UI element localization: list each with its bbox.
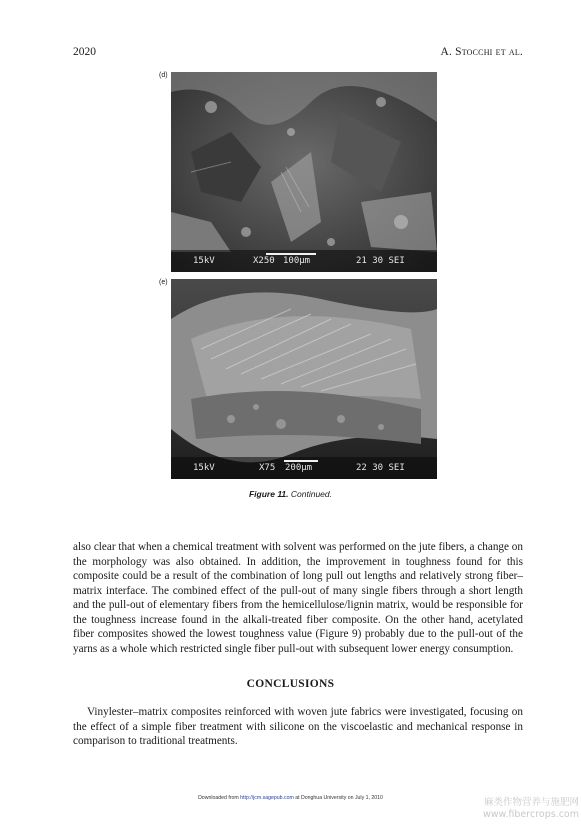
- footer-suffix: at Donghua University on July 1, 2010: [293, 795, 383, 801]
- sem-voltage: 15kV: [193, 256, 215, 266]
- caption-text: Continued.: [288, 489, 332, 499]
- sem-voltage: 15kV: [193, 463, 215, 473]
- sem-id: 22 30 SEI: [356, 463, 405, 473]
- panel-label-e: (e): [159, 279, 168, 286]
- body-paragraph: also clear that when a chemical treatment with solvent was performed on the jute fibers, a change on the morphology was also obtained. In addition, the improvement in toughness found for this composite could be a result of the combination of long pull out lengths and relatively strong fiber–matrix interface. The combined effect of the pull-out of many single fibers through a short length and the pull-out of elementary fibers from the hemicellulose/lignin matrix, would be responsible for the toughness increase found in the alkali-treated fiber composite. On the other hand, acetylated fiber composites showed the lowest toughness value (Figure 9) probably due to the pull-out of the yarns as a whole which restricted single fiber pull-out with subsequent lower energy consumption.: [73, 541, 523, 655]
- page-number: 2020: [73, 46, 96, 58]
- running-head-authors: A. Stocchi et al.: [440, 46, 523, 58]
- footer-link[interactable]: http://jcm.sagepub.com: [240, 795, 294, 801]
- running-header: [73, 46, 523, 62]
- sem-id: 21 30 SEI: [356, 256, 405, 266]
- scale-bar: [266, 253, 316, 255]
- sem-fiber-bundle-image: [171, 279, 437, 479]
- sem-scale: 100μm: [283, 256, 311, 266]
- sem-databar-d: [171, 250, 437, 272]
- watermark-line-url: www.fibercrops.com: [482, 809, 579, 820]
- sem-magnification: X250: [253, 256, 275, 266]
- sem-micrograph-d: [171, 72, 437, 272]
- figure-caption: [0, 489, 581, 499]
- panel-label-d: (d): [159, 72, 168, 79]
- sem-fracture-surface-image: [171, 72, 437, 272]
- figure-number: Figure 11.: [248, 489, 289, 499]
- section-heading: CONCLUSIONS: [246, 678, 335, 690]
- footer-prefix: Downloaded from: [198, 795, 241, 801]
- sem-magnification: X75: [259, 463, 276, 473]
- watermark: [455, 797, 579, 821]
- sem-scale: 200μm: [285, 463, 313, 473]
- watermark-line-cn: 麻类作物营养与施肥网: [483, 797, 579, 808]
- scale-bar: [284, 460, 318, 462]
- sem-databar-e: [171, 457, 437, 479]
- sem-micrograph-e: [171, 279, 437, 479]
- body-paragraph: Vinylester–matrix composites reinforced with woven jute fabrics were investigated, focusing on the effect of a simple fiber treatment with silicone on the viscoelastic and mechanical response in comparison to traditional treatments.: [73, 706, 523, 747]
